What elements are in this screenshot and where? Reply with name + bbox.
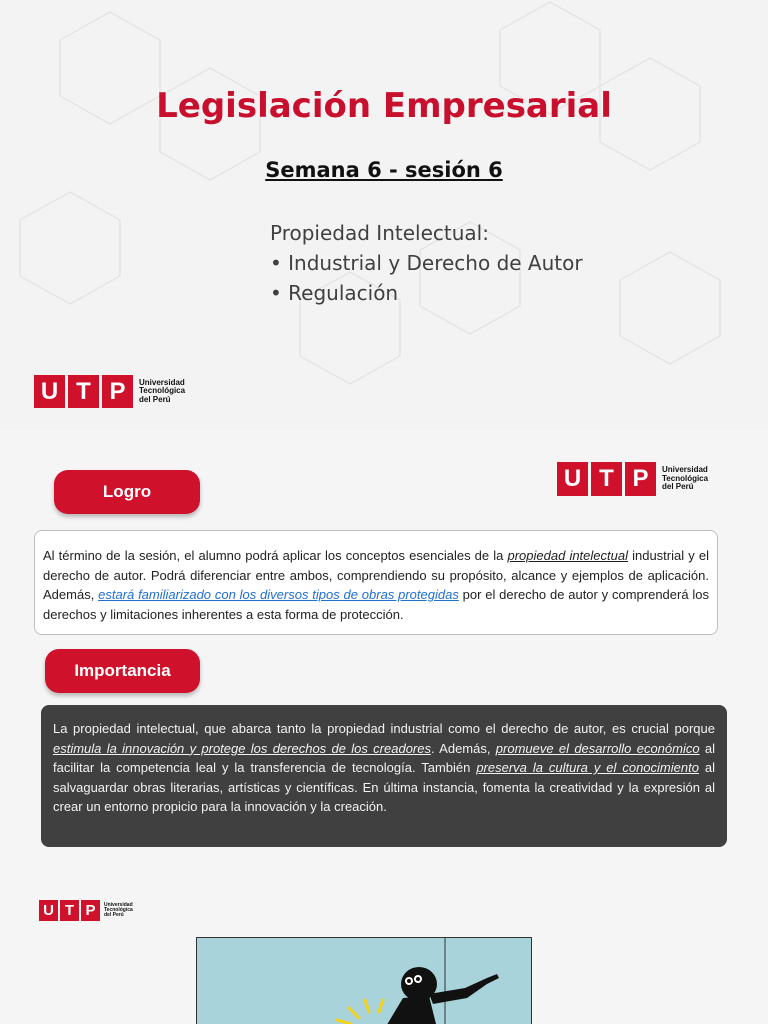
- falling-figure-icon: [197, 938, 531, 1024]
- logro-text: industrial y el derecho de autor. Podrá diferenciar entre ambos, comprendiendo su propósito, alcance y ejemplos de aplicación. Además,: [43, 548, 709, 602]
- logo-letter: U: [34, 375, 65, 408]
- logo-line: del Perú: [104, 912, 124, 919]
- emphasis-text: preserva la cultura y el conocimiento: [476, 760, 699, 775]
- logo-line: Universidad: [104, 901, 133, 908]
- logro-label: Logro: [54, 470, 200, 514]
- utp-logo: [39, 900, 133, 921]
- objective-slide: [0, 430, 768, 858]
- logo-line: del Perú: [662, 482, 694, 492]
- utp-logo: [557, 462, 708, 496]
- logo-line: Tecnológica: [662, 473, 709, 483]
- page-title: Legislación Empresarial: [156, 86, 612, 126]
- topic-bullet-label: Regulación: [288, 281, 399, 305]
- logo-wordmark: [104, 903, 133, 919]
- logo-wordmark: [139, 379, 185, 404]
- bullet-icon: •: [270, 281, 289, 305]
- logo-letter: T: [60, 900, 79, 921]
- importancia-text: . Además,: [430, 740, 496, 756]
- utp-logo-mark: [34, 375, 133, 408]
- topic-bullet: [270, 248, 583, 278]
- title-slide: [0, 0, 768, 430]
- logo-line: del Perú: [139, 394, 171, 404]
- utp-logo-mark: [557, 462, 656, 496]
- logo-letter: U: [39, 900, 58, 921]
- hexagon-background-pattern: [0, 0, 768, 430]
- logo-line: Universidad: [662, 465, 708, 475]
- logo-letter: T: [591, 462, 622, 496]
- logo-letter: T: [68, 375, 99, 408]
- importancia-text-box: [41, 705, 727, 847]
- illustration-image: [196, 937, 532, 1024]
- illustration-slide: [0, 858, 768, 1024]
- logo-line: Tecnológica: [139, 386, 186, 396]
- bullet-icon: •: [270, 251, 289, 275]
- utp-logo-mark: [39, 900, 100, 921]
- logo-line: Universidad: [139, 377, 185, 387]
- importancia-text: La propiedad intelectual, que abarca tanto la propiedad industrial como el derecho de autor, es crucial porque: [53, 721, 715, 736]
- topic-bullet: [270, 278, 583, 308]
- emphasis-text: promueve el desarrollo económico: [495, 740, 700, 756]
- logro-text: Al término de la sesión, el alumno podrá aplicar los conceptos esenciales de la: [43, 548, 508, 563]
- topic-bullet-label: Industrial y Derecho de Autor: [288, 251, 583, 275]
- logo-letter: P: [81, 900, 100, 921]
- utp-logo: [34, 375, 185, 408]
- logo-letter: P: [102, 375, 133, 408]
- importancia-label: Importancia: [45, 649, 200, 693]
- importancia-text: al facilitar la competencia leal y la transferencia de tecnología. También: [53, 740, 716, 775]
- emphasis-link[interactable]: estará familiarizado con los diversos tipos de obras protegidas: [98, 587, 459, 602]
- logo-letter: U: [557, 462, 588, 496]
- logro-text: por el derecho de autor y comprenderá los derechos y limitaciones inherentes a esta forma de protección.: [43, 587, 710, 622]
- logo-line: Tecnológica: [104, 906, 133, 913]
- topic-heading: Propiedad Intelectual:: [270, 221, 489, 245]
- emphasis-text: estimula la innovación y protege los derechos de los creadores: [53, 740, 431, 756]
- emphasis-text: propiedad intelectual: [507, 548, 628, 563]
- session-subtitle: Semana 6 - sesión 6: [265, 158, 503, 182]
- logo-wordmark: [662, 466, 708, 491]
- logro-text-box: [34, 530, 718, 635]
- importancia-text: al salvaguardar obras literarias, artísticas y científicas. En última instancia, fomenta la creatividad y la expresión al crear un entorno propicio para la innovación y la creación.: [53, 760, 715, 814]
- logo-letter: P: [625, 462, 656, 496]
- topic-list: [270, 218, 583, 308]
